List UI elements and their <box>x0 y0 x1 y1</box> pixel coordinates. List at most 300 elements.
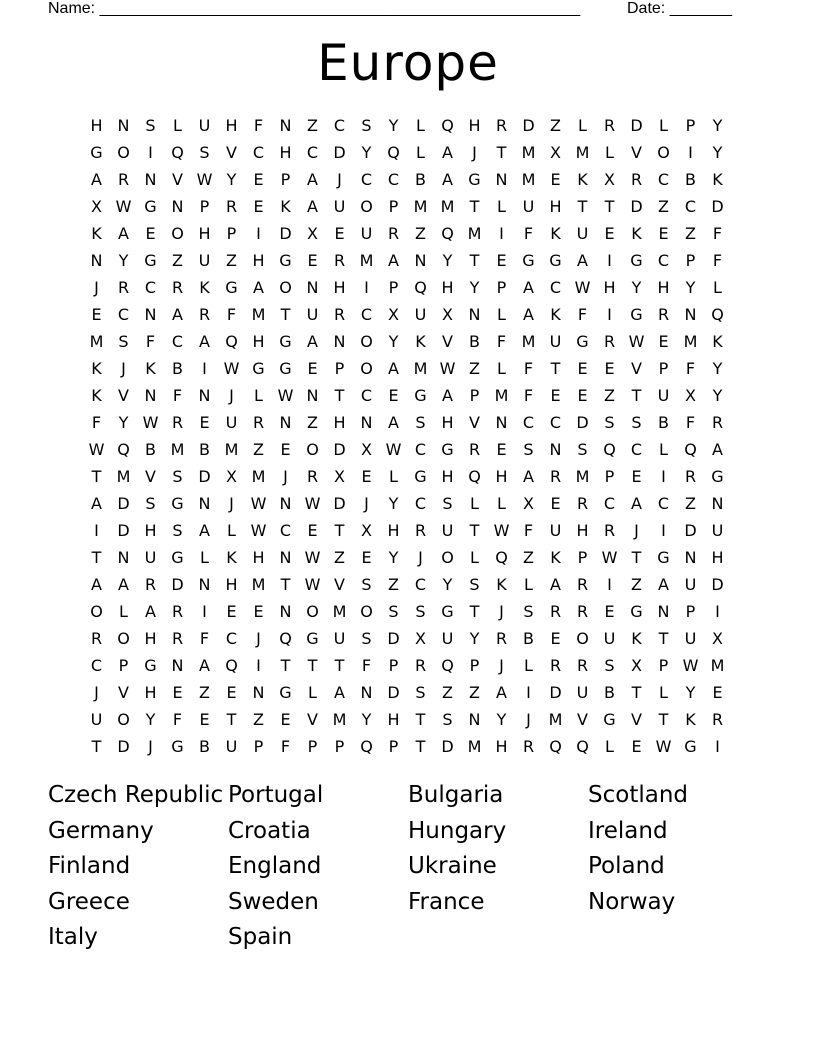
grid-letter[interactable]: P <box>685 116 696 135</box>
grid-letter[interactable]: G <box>684 737 697 756</box>
grid-letter[interactable]: T <box>415 710 426 729</box>
grid-letter[interactable]: J <box>94 683 99 702</box>
grid-letter[interactable]: L <box>200 548 209 567</box>
grid-letter[interactable]: M <box>467 737 482 756</box>
grid-letter[interactable]: G <box>144 251 157 270</box>
grid-letter[interactable]: P <box>469 656 480 675</box>
grid-letter[interactable]: U <box>711 521 724 540</box>
grid-letter[interactable]: Y <box>685 683 696 702</box>
grid-letter[interactable]: C <box>657 251 670 270</box>
grid-letter[interactable]: M <box>413 359 428 378</box>
grid-letter[interactable]: D <box>576 413 589 432</box>
grid-letter[interactable]: L <box>227 521 236 540</box>
grid-letter[interactable]: T <box>631 683 642 702</box>
grid-letter[interactable]: R <box>576 602 589 621</box>
grid-letter[interactable]: O <box>360 359 373 378</box>
grid-letter[interactable]: L <box>605 143 614 162</box>
grid-letter[interactable]: W <box>439 359 456 378</box>
grid-letter[interactable]: J <box>229 386 234 405</box>
grid-letter[interactable]: F <box>91 413 102 432</box>
grid-letter[interactable]: G <box>144 197 157 216</box>
grid-letter[interactable]: P <box>307 737 318 756</box>
grid-letter[interactable]: I <box>148 143 153 162</box>
grid-letter[interactable]: I <box>688 143 693 162</box>
grid-letter[interactable]: R <box>117 278 130 297</box>
grid-letter[interactable]: U <box>549 521 562 540</box>
grid-letter[interactable]: Y <box>712 143 723 162</box>
grid-letter[interactable]: I <box>607 575 612 594</box>
grid-letter[interactable]: A <box>118 575 129 594</box>
grid-letter[interactable]: S <box>577 440 588 459</box>
grid-letter[interactable]: N <box>414 251 427 270</box>
grid-letter[interactable]: R <box>711 710 724 729</box>
grid-letter[interactable]: Q <box>468 467 481 486</box>
grid-letter[interactable]: Y <box>469 629 480 648</box>
grid-letter[interactable]: D <box>117 737 130 756</box>
grid-letter[interactable]: C <box>630 440 643 459</box>
grid-letter[interactable]: F <box>577 305 588 324</box>
grid-letter[interactable]: O <box>117 710 130 729</box>
grid-letter[interactable]: W <box>385 440 402 459</box>
grid-letter[interactable]: F <box>523 521 534 540</box>
grid-letter[interactable]: J <box>499 656 504 675</box>
grid-letter[interactable]: E <box>631 737 642 756</box>
grid-letter[interactable]: T <box>334 521 345 540</box>
grid-letter[interactable]: A <box>442 143 453 162</box>
grid-letter[interactable]: E <box>550 386 561 405</box>
grid-letter[interactable]: I <box>661 467 666 486</box>
grid-letter[interactable]: L <box>416 143 425 162</box>
grid-letter[interactable]: Q <box>441 224 454 243</box>
grid-letter[interactable]: T <box>307 656 318 675</box>
grid-letter[interactable]: D <box>333 143 346 162</box>
grid-letter[interactable]: S <box>361 575 372 594</box>
grid-letter[interactable]: L <box>497 494 506 513</box>
grid-letter[interactable]: X <box>361 521 372 540</box>
grid-letter[interactable]: M <box>251 467 266 486</box>
grid-letter[interactable]: D <box>171 575 184 594</box>
grid-letter[interactable]: C <box>414 440 427 459</box>
grid-letter[interactable]: S <box>604 656 615 675</box>
grid-letter[interactable]: A <box>307 197 318 216</box>
grid-letter[interactable]: Y <box>118 413 129 432</box>
grid-letter[interactable]: R <box>495 116 508 135</box>
grid-letter[interactable]: R <box>117 170 130 189</box>
grid-letter[interactable]: N <box>306 386 319 405</box>
grid-letter[interactable]: E <box>91 305 102 324</box>
grid-letter[interactable]: Z <box>199 683 210 702</box>
grid-letter[interactable]: X <box>550 143 561 162</box>
grid-letter[interactable]: B <box>415 170 426 189</box>
grid-letter[interactable]: E <box>226 683 237 702</box>
grid-letter[interactable]: P <box>199 197 210 216</box>
grid-letter[interactable]: A <box>334 683 345 702</box>
grid-letter[interactable]: R <box>387 224 400 243</box>
grid-letter[interactable]: R <box>252 413 265 432</box>
grid-letter[interactable]: S <box>199 143 210 162</box>
grid-letter[interactable]: K <box>712 332 723 351</box>
grid-letter[interactable]: W <box>601 548 618 567</box>
grid-letter[interactable]: K <box>496 575 507 594</box>
grid-letter[interactable]: D <box>684 521 697 540</box>
grid-letter[interactable]: N <box>117 548 130 567</box>
grid-letter[interactable]: P <box>334 359 345 378</box>
grid-letter[interactable]: X <box>334 467 345 486</box>
grid-letter[interactable]: S <box>172 521 183 540</box>
grid-letter[interactable]: Z <box>523 548 534 567</box>
grid-letter[interactable]: T <box>496 143 507 162</box>
grid-letter[interactable]: U <box>333 197 346 216</box>
grid-letter[interactable]: H <box>441 413 454 432</box>
grid-letter[interactable]: E <box>577 386 588 405</box>
grid-letter[interactable]: I <box>607 251 612 270</box>
grid-letter[interactable]: Z <box>415 224 426 243</box>
grid-letter[interactable]: Z <box>469 683 480 702</box>
grid-letter[interactable]: R <box>522 737 535 756</box>
grid-letter[interactable]: K <box>145 359 156 378</box>
grid-letter[interactable]: I <box>202 359 207 378</box>
grid-letter[interactable]: E <box>361 467 372 486</box>
grid-letter[interactable]: E <box>496 440 507 459</box>
grid-letter[interactable]: A <box>199 656 210 675</box>
grid-letter[interactable]: H <box>387 710 400 729</box>
grid-letter[interactable]: S <box>145 494 156 513</box>
grid-letter[interactable]: N <box>360 413 373 432</box>
grid-letter[interactable]: G <box>441 440 454 459</box>
grid-letter[interactable]: G <box>441 602 454 621</box>
grid-letter[interactable]: N <box>171 656 184 675</box>
grid-letter[interactable]: A <box>388 359 399 378</box>
grid-letter[interactable]: O <box>306 602 319 621</box>
grid-letter[interactable]: E <box>199 710 210 729</box>
grid-letter[interactable]: B <box>199 440 210 459</box>
grid-letter[interactable]: L <box>416 116 425 135</box>
grid-letter[interactable]: M <box>575 467 590 486</box>
grid-letter[interactable]: B <box>469 332 480 351</box>
grid-letter[interactable]: H <box>279 143 292 162</box>
grid-letter[interactable]: M <box>332 710 347 729</box>
grid-letter[interactable]: R <box>603 332 616 351</box>
grid-letter[interactable]: Q <box>603 440 616 459</box>
grid-letter[interactable]: S <box>361 629 372 648</box>
grid-letter[interactable]: Z <box>226 251 237 270</box>
grid-letter[interactable]: D <box>387 629 400 648</box>
grid-letter[interactable]: E <box>496 251 507 270</box>
grid-letter[interactable]: P <box>334 737 345 756</box>
grid-letter[interactable]: L <box>470 548 479 567</box>
grid-letter[interactable]: K <box>415 332 426 351</box>
grid-letter[interactable]: K <box>199 278 210 297</box>
grid-letter[interactable]: S <box>469 575 480 594</box>
grid-letter[interactable]: I <box>94 521 99 540</box>
grid-letter[interactable]: E <box>280 710 291 729</box>
grid-letter[interactable]: E <box>307 251 318 270</box>
grid-letter[interactable]: A <box>550 575 561 594</box>
grid-letter[interactable]: J <box>472 143 477 162</box>
grid-letter[interactable]: S <box>172 467 183 486</box>
grid-letter[interactable]: C <box>144 278 157 297</box>
grid-letter[interactable]: R <box>576 494 589 513</box>
grid-letter[interactable]: T <box>469 602 480 621</box>
grid-letter[interactable]: H <box>549 197 562 216</box>
grid-letter[interactable]: P <box>604 467 615 486</box>
grid-letter[interactable]: K <box>550 305 561 324</box>
grid-letter[interactable]: G <box>657 548 670 567</box>
grid-letter[interactable]: O <box>117 143 130 162</box>
grid-letter[interactable]: F <box>523 386 534 405</box>
grid-letter[interactable]: M <box>548 710 563 729</box>
grid-letter[interactable]: X <box>685 386 696 405</box>
grid-letter[interactable]: N <box>495 413 508 432</box>
grid-letter[interactable]: F <box>685 359 696 378</box>
grid-letter[interactable]: K <box>631 629 642 648</box>
grid-letter[interactable]: I <box>715 602 720 621</box>
grid-letter[interactable]: D <box>522 116 535 135</box>
grid-letter[interactable]: C <box>657 170 670 189</box>
grid-letter[interactable]: W <box>142 413 159 432</box>
grid-letter[interactable]: K <box>577 170 588 189</box>
grid-letter[interactable]: M <box>89 332 104 351</box>
grid-letter[interactable]: E <box>604 602 615 621</box>
grid-letter[interactable]: I <box>202 602 207 621</box>
grid-letter[interactable]: N <box>468 710 481 729</box>
grid-letter[interactable]: Z <box>631 575 642 594</box>
grid-letter[interactable]: F <box>172 386 183 405</box>
grid-letter[interactable]: G <box>279 359 292 378</box>
grid-letter[interactable]: C <box>252 143 265 162</box>
grid-letter[interactable]: W <box>493 521 510 540</box>
grid-letter[interactable]: S <box>361 116 372 135</box>
grid-letter[interactable]: V <box>631 710 642 729</box>
grid-letter[interactable]: R <box>549 602 562 621</box>
grid-letter[interactable]: J <box>283 467 288 486</box>
grid-letter[interactable]: C <box>360 170 373 189</box>
grid-letter[interactable]: E <box>199 413 210 432</box>
grid-letter[interactable]: W <box>250 494 267 513</box>
grid-letter[interactable]: N <box>117 116 130 135</box>
grid-letter[interactable]: B <box>145 440 156 459</box>
grid-letter[interactable]: O <box>90 602 103 621</box>
grid-letter[interactable]: T <box>658 710 669 729</box>
grid-letter[interactable]: M <box>251 575 266 594</box>
grid-letter[interactable]: M <box>710 656 725 675</box>
grid-letter[interactable]: Q <box>684 440 697 459</box>
grid-letter[interactable]: P <box>280 170 291 189</box>
grid-letter[interactable]: V <box>631 143 642 162</box>
grid-letter[interactable]: H <box>333 413 346 432</box>
grid-letter[interactable]: Z <box>550 116 561 135</box>
grid-letter[interactable]: L <box>659 683 668 702</box>
grid-letter[interactable]: T <box>550 359 561 378</box>
grid-letter[interactable]: U <box>657 386 670 405</box>
grid-letter[interactable]: T <box>91 548 102 567</box>
grid-letter[interactable]: N <box>198 575 211 594</box>
grid-letter[interactable]: Z <box>253 710 264 729</box>
grid-letter[interactable]: M <box>683 332 698 351</box>
grid-letter[interactable]: C <box>306 143 319 162</box>
grid-letter[interactable]: O <box>360 332 373 351</box>
grid-letter[interactable]: A <box>118 224 129 243</box>
grid-letter[interactable]: N <box>684 548 697 567</box>
grid-letter[interactable]: O <box>306 440 319 459</box>
grid-letter[interactable]: A <box>307 332 318 351</box>
grid-letter[interactable]: E <box>145 224 156 243</box>
grid-letter[interactable]: E <box>712 683 723 702</box>
grid-letter[interactable]: A <box>199 521 210 540</box>
grid-letter[interactable]: T <box>280 305 291 324</box>
grid-letter[interactable]: R <box>549 467 562 486</box>
grid-letter[interactable]: A <box>523 305 534 324</box>
grid-letter[interactable]: C <box>360 305 373 324</box>
grid-letter[interactable]: R <box>684 467 697 486</box>
grid-letter[interactable]: E <box>550 494 561 513</box>
grid-letter[interactable]: G <box>171 494 184 513</box>
grid-letter[interactable]: N <box>711 494 724 513</box>
grid-letter[interactable]: Y <box>361 710 372 729</box>
grid-letter[interactable]: W <box>250 521 267 540</box>
grid-letter[interactable]: W <box>196 170 213 189</box>
grid-letter[interactable]: J <box>121 359 126 378</box>
grid-letter[interactable]: F <box>685 413 696 432</box>
grid-letter[interactable]: F <box>523 359 534 378</box>
grid-letter[interactable]: U <box>576 683 589 702</box>
grid-letter[interactable]: O <box>657 143 670 162</box>
grid-letter[interactable]: N <box>360 683 373 702</box>
grid-letter[interactable]: R <box>414 656 427 675</box>
grid-letter[interactable]: T <box>577 197 588 216</box>
grid-letter[interactable]: X <box>307 224 318 243</box>
grid-letter[interactable]: A <box>388 251 399 270</box>
grid-letter[interactable]: O <box>360 197 373 216</box>
grid-letter[interactable]: B <box>172 359 183 378</box>
grid-letter[interactable]: U <box>414 305 427 324</box>
grid-letter[interactable]: C <box>90 656 103 675</box>
grid-letter[interactable]: U <box>90 710 103 729</box>
grid-letter[interactable]: P <box>388 737 399 756</box>
grid-letter[interactable]: F <box>145 332 156 351</box>
grid-letter[interactable]: G <box>630 251 643 270</box>
grid-letter[interactable]: J <box>256 629 261 648</box>
grid-letter[interactable]: A <box>145 602 156 621</box>
grid-letter[interactable]: C <box>333 116 346 135</box>
grid-letter[interactable]: E <box>280 440 291 459</box>
grid-letter[interactable]: N <box>198 386 211 405</box>
grid-letter[interactable]: Q <box>360 737 373 756</box>
grid-letter[interactable]: H <box>144 521 157 540</box>
grid-letter[interactable]: R <box>549 656 562 675</box>
grid-letter[interactable]: E <box>631 467 642 486</box>
grid-letter[interactable]: V <box>442 332 453 351</box>
grid-letter[interactable]: P <box>658 359 669 378</box>
grid-letter[interactable]: L <box>713 278 722 297</box>
grid-letter[interactable]: Y <box>712 359 723 378</box>
grid-letter[interactable]: W <box>223 359 240 378</box>
grid-letter[interactable]: Q <box>441 116 454 135</box>
grid-letter[interactable]: R <box>576 656 589 675</box>
grid-letter[interactable]: R <box>414 521 427 540</box>
grid-letter[interactable]: X <box>712 629 723 648</box>
grid-letter[interactable]: Z <box>604 386 615 405</box>
grid-letter[interactable]: R <box>171 602 184 621</box>
grid-letter[interactable]: A <box>307 170 318 189</box>
grid-letter[interactable]: R <box>171 413 184 432</box>
grid-letter[interactable]: O <box>576 629 589 648</box>
grid-letter[interactable]: S <box>604 413 615 432</box>
grid-letter[interactable]: S <box>415 683 426 702</box>
grid-letter[interactable]: V <box>118 683 129 702</box>
grid-letter[interactable]: R <box>657 305 670 324</box>
grid-letter[interactable]: P <box>388 278 399 297</box>
grid-letter[interactable]: S <box>631 413 642 432</box>
grid-letter[interactable]: M <box>116 467 131 486</box>
grid-letter[interactable]: Y <box>442 251 453 270</box>
grid-letter[interactable]: C <box>117 305 130 324</box>
grid-letter[interactable]: X <box>631 656 642 675</box>
grid-letter[interactable]: L <box>308 683 317 702</box>
grid-letter[interactable]: C <box>225 629 238 648</box>
grid-letter[interactable]: I <box>715 737 720 756</box>
grid-letter[interactable]: U <box>549 332 562 351</box>
grid-letter[interactable]: D <box>711 197 724 216</box>
grid-letter[interactable]: E <box>334 224 345 243</box>
grid-letter[interactable]: S <box>442 710 453 729</box>
grid-letter[interactable]: N <box>549 440 562 459</box>
grid-letter[interactable]: J <box>499 602 504 621</box>
grid-letter[interactable]: A <box>712 440 723 459</box>
grid-letter[interactable]: H <box>225 575 238 594</box>
grid-letter[interactable]: V <box>307 710 318 729</box>
grid-letter[interactable]: N <box>279 494 292 513</box>
grid-letter[interactable]: G <box>414 386 427 405</box>
grid-letter[interactable]: R <box>171 629 184 648</box>
grid-letter[interactable]: W <box>628 332 645 351</box>
grid-letter[interactable]: M <box>332 602 347 621</box>
grid-letter[interactable]: T <box>469 251 480 270</box>
grid-letter[interactable]: V <box>577 710 588 729</box>
grid-letter[interactable]: B <box>658 413 669 432</box>
grid-letter[interactable]: F <box>172 710 183 729</box>
grid-letter[interactable]: U <box>684 629 697 648</box>
grid-letter[interactable]: K <box>91 224 102 243</box>
grid-letter[interactable]: R <box>603 521 616 540</box>
grid-letter[interactable]: U <box>684 575 697 594</box>
grid-letter[interactable]: J <box>526 710 531 729</box>
grid-letter[interactable]: O <box>441 548 454 567</box>
grid-letter[interactable]: D <box>441 737 454 756</box>
grid-letter[interactable]: S <box>415 413 426 432</box>
grid-letter[interactable]: G <box>630 305 643 324</box>
grid-letter[interactable]: D <box>117 494 130 513</box>
grid-letter[interactable]: G <box>630 602 643 621</box>
grid-letter[interactable]: C <box>684 197 697 216</box>
grid-letter[interactable]: F <box>253 116 264 135</box>
grid-letter[interactable]: G <box>279 332 292 351</box>
grid-letter[interactable]: R <box>603 116 616 135</box>
grid-letter[interactable]: Y <box>145 710 156 729</box>
grid-letter[interactable]: K <box>226 548 237 567</box>
grid-letter[interactable]: N <box>279 116 292 135</box>
grid-letter[interactable]: P <box>496 278 507 297</box>
grid-letter[interactable]: B <box>523 629 534 648</box>
grid-letter[interactable]: E <box>361 548 372 567</box>
grid-letter[interactable]: S <box>523 440 534 459</box>
grid-letter[interactable]: Q <box>711 305 724 324</box>
grid-letter[interactable]: E <box>604 224 615 243</box>
grid-letter[interactable]: T <box>334 386 345 405</box>
grid-letter[interactable]: H <box>333 278 346 297</box>
grid-letter[interactable]: A <box>631 494 642 513</box>
grid-letter[interactable]: H <box>144 683 157 702</box>
